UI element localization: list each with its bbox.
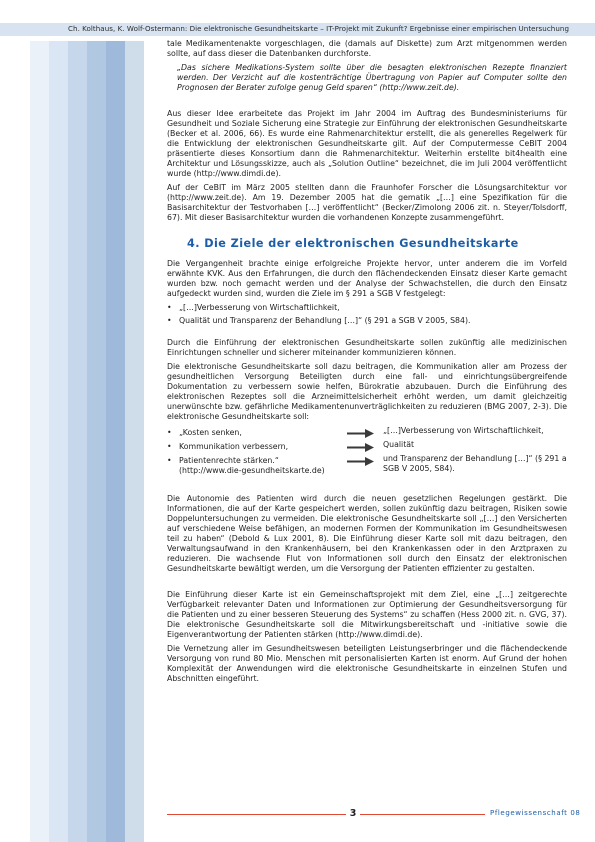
decorative-stripe: [125, 41, 144, 842]
paragraph: Die Vernetzung aller im Gesundheitswesen beteiligten Leistungserbringer und die flächendeckende Versorgung von rund 80 Mio. Menschen mit personalisierten Karten ist enorm. Auf Grund der hohen Komplexität der Anwendungen wird die elektronische Gesundheitskarte in einzelnen Stufen und Abschnitten eingeführt.: [167, 644, 567, 683]
block-quote: „Das sichere Medikations-System sollte über die besagten elektronischen Rezepte finanziert werden. Der Verzicht auf die kostenträchtige Übertragung von Papier auf Computer sollte den Prognosen der Berater zufolge genug Geld sparen“ (http://www.zeit.de).: [177, 63, 567, 92]
paragraph: Aus dieser Idee erarbeitete das Projekt im Jahr 2004 im Auftrag des Bundesministeriums für Gesundheit und Soziale Sicherung eine Strategie zur Einführung der elektronischen Gesundheitskarte (Becker et al. 2006, 66). Es wurde eine Rahmenarchitektur erstellt, die als generelles Regelwerk für die Entwicklung der elektronischen Gesundheitskarte gilt. Auf der Computermesse CeBIT 2004 präsentierte dieses Konsortium dann die Rahmenarchitektur. Weiterhin erstellte bit4health eine Architektur und Lösungsskizze, auch als „Solution Outline“ bezeichnet, die im Juli 2004 veröffentlicht wurde (http://www.dimdi.de).: [167, 109, 567, 178]
comparison-right: [383, 426, 567, 478]
list-item: • Patientenrechte stärken.“ (http://www.die-gesundheitskarte.de): [167, 456, 347, 476]
list-item: • Kommunikation verbessern,: [167, 442, 347, 452]
decorative-stripe: [68, 41, 87, 842]
decorative-stripe: [106, 41, 125, 842]
right-arrow-icon: [347, 442, 375, 453]
paragraph: Die Einführung dieser Karte ist ein Gemeinschaftsprojekt mit dem Ziel, eine „[…] zeitgerechte Verfügbarkeit relevanter Daten und Informationen zur Optimierung der Gesundheitsversorgung für die Patienten und zu einer besseren Steuerung des Systems“ zu schaffen (Hess 2000 zit. n. GVG, 37). Die elektronische Gesundheitskarte soll die Mitwirkungsbereitschaft und -initiative sowie die Eigenverantwortung der Patienten stärken (http://www.dimdi.de).: [167, 590, 567, 639]
decorative-stripe: [49, 41, 68, 842]
source-link: (http://www.die-gesundheitskarte.de): [179, 466, 325, 475]
comparison-left: [167, 426, 347, 480]
list-item: • „[…]Verbesserung von Wirtschaftlichkeit,: [167, 303, 567, 313]
right-arrow-icon: [347, 456, 375, 467]
list-item: • „Kosten senken,: [167, 428, 347, 438]
comparison-text: und Transparenz der Behandlung […]“ (§ 291 a SGB V 2005, S84).: [383, 454, 567, 473]
running-header: [0, 23, 595, 36]
paragraph: Die Vergangenheit brachte einige erfolgreiche Projekte hervor, unter anderem die im Vorfeld erwähnte KVK. Aus den Erfahrungen, die durch den flächendeckenden Einsatz dieser Karte gemacht wurden bzw. noch gemacht werden und der Analyse der Schwachstellen, die durch den Einsatz aufgedeckt wurden sind, wurden die Ziele im § 291 a SGB V festgelegt:: [167, 259, 567, 298]
journal-brand: Pflegewissenschaft 08: [490, 809, 581, 817]
comparison-text: „[…]Verbesserung von Wirtschaftlichkeit,: [383, 426, 544, 435]
paragraph: Durch die Einführung der elektronischen Gesundheitskarte sollen zukünftig alle medizinischen Einrichtungen schneller und sicherer miteinander kommunizieren können.: [167, 338, 567, 357]
goal-comparison: [167, 426, 567, 480]
paragraph: Die elektronische Gesundheitskarte soll dazu beitragen, die Kommunikation aller am Prozess der gesundheitlichen Versorgung Beteiligten durch eine fall- und einrichtungsübergreifende Dokumentation zu verbessern sowie helfen, Bürokratie abzubauen. Durch die Einführung des elektronischen Rezeptes soll die Arzneimittelsicherheit erhöht werden, um damit gleichzeitig unerwünschte bzw. gefährliche Medikamentenunverträglichkeiten zu reduzieren (BMG 2007, 2-3). Die elektronische Gesundheitskarte soll:: [167, 362, 567, 421]
paragraph-intro: tale Medikamentenakte vorgeschlagen, die (damals auf Diskette) zum Arzt mitgenommen werden sollte, auf dass dieser die Datenbanken durchforste.: [167, 39, 567, 58]
right-arrow-icon: [347, 428, 375, 439]
decorative-stripe: [87, 41, 106, 842]
section-heading: 4. Die Ziele der elektronischen Gesundheitskarte: [187, 237, 519, 250]
paragraph: Die Autonomie des Patienten wird durch die neuen gesetzlichen Regelungen gestärkt. Die Informationen, die auf der Karte gespeichert werden, sollen zukünftig dazu beitragen, Risiken sowie Doppeluntersuchungen zu vermeiden. Die elektronische Gesundheitskarte soll „[…] den Versicherten auf verschiedene Weise befähigen, an modernen Formen der Kommunikation im Gesundheitswesen teil zu haben“ (Debold & Lux 2001, 8). Die Einführung dieser Karte soll mit dazu beitragen, den Verwaltungsaufwand in den Krankenhäusern, bei den Krankenkassen oder in den Arztpraxen zu reduzieren. Die wachsende Flut von Informationen soll durch den Einsatz der elektronischen Gesundheitskarte bewältigt werden, um die Versorgung der Patienten effizienter zu gestalten.: [167, 494, 567, 573]
running-title: Ch. Kolthaus, K. Wolf-Ostermann: Die elektronische Gesundheitskarte – IT-Projekt mit Zukunft? Ergebnisse einer empirischen Untersuchung: [68, 24, 569, 33]
list-item: • Qualität und Transparenz der Behandlung […]“ (§ 291 a SGB V 2005, S84).: [167, 316, 567, 326]
comparison-text: Qualität: [383, 440, 415, 449]
footer-rule: [167, 814, 485, 815]
decorative-stripe: [30, 41, 49, 842]
goal-list: [167, 303, 567, 326]
article-body: [167, 39, 567, 688]
comparison-arrows: [347, 426, 383, 467]
paragraph: Auf der CeBIT im März 2005 stellten dann die Fraunhofer Forscher die Lösungsarchitektur vor (http://www.zeit.de). Am 19. Dezember 2005 hat die gematik „[…] eine Spezifikation für die Basisarchitektur der Testvorhaben […] veröffentlicht“ (Becker/Zimolong 2006 zit. n. Steyer/Tolsdorff, 67). Mit dieser Basisarchitektur wurden die vorhandenen Konzepte zusammengeführt.: [167, 183, 567, 222]
page-number: 3: [346, 807, 360, 821]
